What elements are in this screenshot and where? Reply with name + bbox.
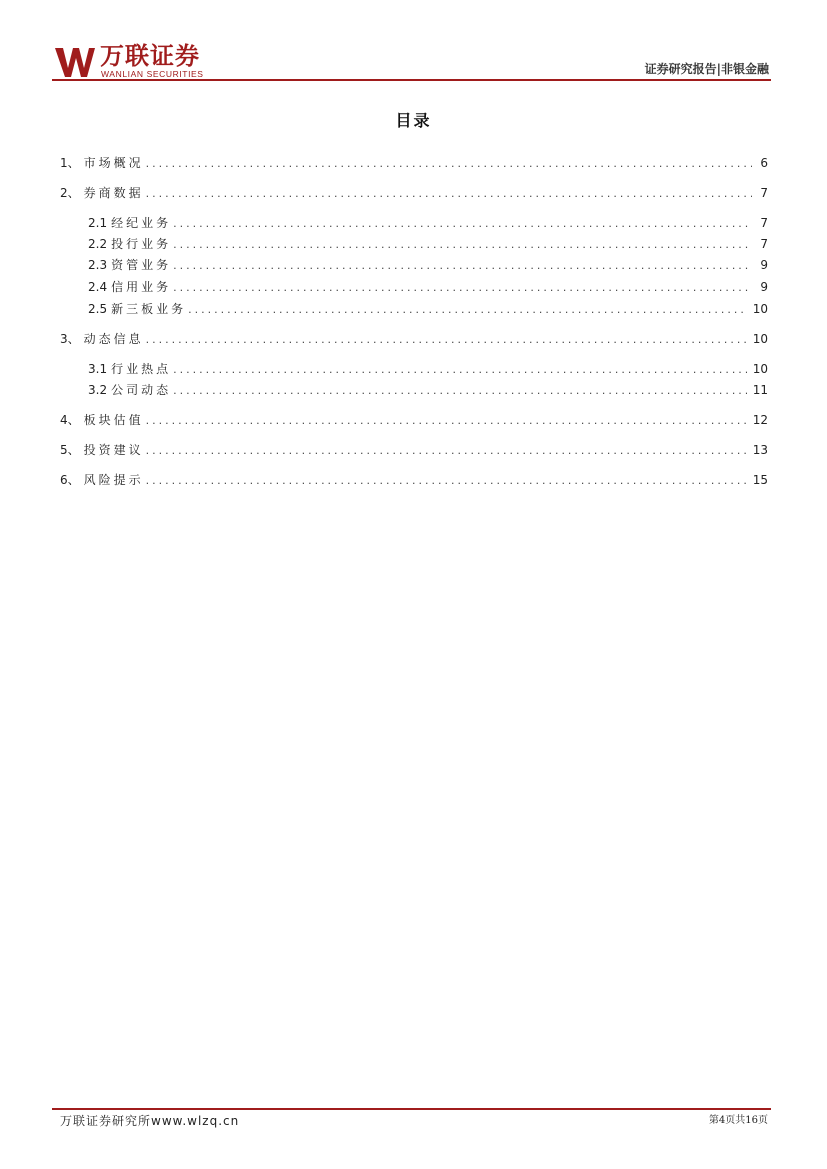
toc-entry[interactable]: [88, 216, 768, 231]
toc-entry[interactable]: [60, 413, 768, 428]
toc-entry-number: 2、: [60, 186, 80, 200]
toc-entry-label: 新三板业务: [111, 302, 187, 316]
toc-entry[interactable]: [60, 443, 768, 458]
toc-leader-dots: [146, 187, 752, 201]
toc-entry[interactable]: [88, 280, 768, 295]
toc-leader-dots: [173, 217, 752, 231]
toc-entry[interactable]: [88, 362, 768, 377]
toc-leader-dots: [146, 333, 747, 347]
toc-entry-number: 2.1: [88, 216, 108, 230]
toc-leader-dots: [146, 444, 747, 458]
toc-entry-label: 市场概况: [83, 156, 144, 170]
toc-entry-page: 6: [760, 156, 768, 170]
toc-entry-number: 2.2: [88, 237, 108, 251]
toc-entry-page: 9: [760, 280, 768, 294]
footer-divider: [52, 1108, 771, 1110]
toc-entry-label: 投行业务: [111, 237, 172, 251]
toc-entry[interactable]: [60, 332, 768, 347]
footer-company: 万联证券研究所www.wlzq.cn: [60, 1114, 240, 1128]
wanlian-logo-icon: [55, 46, 95, 78]
toc-entry-label: 公司动态: [111, 383, 172, 397]
toc-title: 目录: [395, 111, 432, 130]
header-divider: [52, 79, 771, 81]
toc-entry-label: 行业热点: [111, 362, 172, 376]
toc-entry-label: 板块估值: [83, 413, 144, 427]
toc-entry-page: 7: [760, 237, 768, 251]
toc-entry-number: 4、: [60, 413, 80, 427]
toc-entry-page: 11: [752, 383, 768, 397]
toc-leader-dots: [173, 259, 752, 273]
toc-entry-page: 7: [760, 186, 768, 200]
toc-entry-page: 13: [752, 443, 768, 457]
toc-leader-dots: [173, 281, 752, 295]
toc-entry-page: 15: [752, 473, 768, 487]
toc-entry-number: 3、: [60, 332, 80, 346]
brand-name-cn: 万联证券: [100, 42, 200, 70]
toc-entry-number: 1、: [60, 156, 80, 170]
toc-entry-page: 12: [752, 413, 768, 427]
toc-entry-label: 风险提示: [83, 473, 144, 487]
toc-leader-dots: [146, 474, 747, 488]
toc-entry[interactable]: [88, 302, 768, 317]
brand-name-en: WANLIAN SECURITIES: [101, 69, 204, 79]
toc-entry[interactable]: [88, 258, 768, 273]
toc-entry-label: 经纪业务: [111, 216, 172, 230]
toc-entry-page: 10: [752, 362, 768, 376]
toc-entry-number: 3.2: [88, 383, 108, 397]
toc-entry-label: 信用业务: [111, 280, 172, 294]
toc-entry[interactable]: [60, 186, 768, 201]
toc-entry-number: 2.3: [88, 258, 108, 272]
toc-entry-label: 券商数据: [83, 186, 144, 200]
page-header: [52, 40, 771, 80]
toc-leader-dots: [146, 157, 752, 171]
toc-entry-label: 投资建议: [83, 443, 144, 457]
toc-entry-page: 9: [760, 258, 768, 272]
toc-entry-number: 2.5: [88, 302, 108, 316]
toc-entry-number: 5、: [60, 443, 80, 457]
toc-entry-label: 资管业务: [111, 258, 172, 272]
toc-entry[interactable]: [88, 383, 768, 398]
toc-entry-number: 3.1: [88, 362, 108, 376]
toc-leader-dots: [188, 303, 747, 317]
toc-entry[interactable]: [60, 473, 768, 488]
toc-entry-page: 10: [752, 302, 768, 316]
toc-entry-number: 6、: [60, 473, 80, 487]
toc-entry-page: 7: [760, 216, 768, 230]
toc-entry[interactable]: [60, 156, 768, 171]
toc-leader-dots: [173, 363, 747, 377]
footer-page-info: 第4页共16页: [708, 1115, 768, 1126]
toc-leader-dots: [173, 384, 747, 398]
toc-entry-page: 10: [752, 332, 768, 346]
toc-entry-number: 2.4: [88, 280, 108, 294]
toc-entry-label: 动态信息: [83, 332, 144, 346]
toc-leader-dots: [173, 238, 752, 252]
toc-leader-dots: [146, 414, 747, 428]
toc-entry[interactable]: [88, 237, 768, 252]
report-type: 证券研究报告|非银金融: [644, 62, 769, 76]
